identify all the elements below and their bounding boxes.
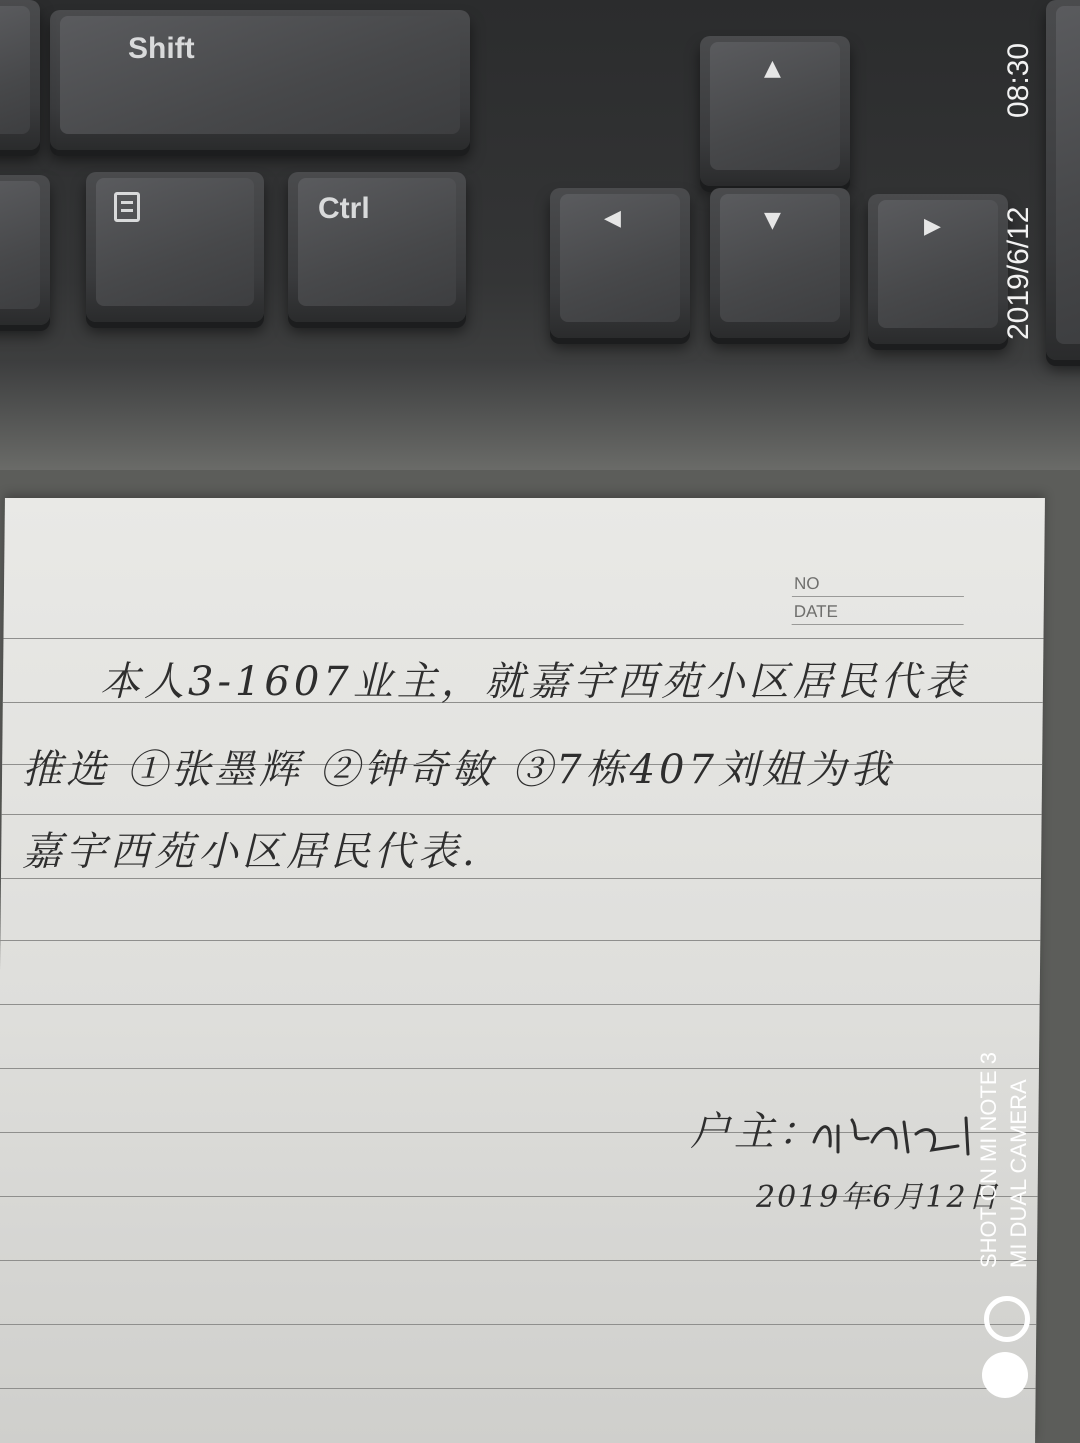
arrow-left-key bbox=[550, 188, 690, 338]
dual-camera-dot-icon bbox=[982, 1352, 1028, 1398]
menu-key-icon bbox=[114, 192, 140, 222]
ruled-line bbox=[0, 1324, 1036, 1325]
partial-left-keycap-bottom bbox=[0, 181, 40, 309]
letter-line-2: 推选 ①张墨辉 ②钟奇敏 ③7栋407刘姐为我 bbox=[22, 747, 894, 793]
arrow-down-icon: ▼ bbox=[764, 208, 781, 233]
no-label: NO bbox=[793, 574, 820, 593]
partial-left-keycap bbox=[0, 6, 30, 134]
dual-camera-ring-icon bbox=[984, 1296, 1030, 1342]
shot-on-line-2: MI DUAL CAMERA bbox=[1006, 1079, 1031, 1268]
date-underline bbox=[792, 624, 964, 625]
shift-key bbox=[50, 10, 470, 150]
ruled-line bbox=[0, 1388, 1036, 1389]
letter-line-3: 嘉宇西苑小区居民代表. bbox=[22, 829, 479, 875]
timestamp-time: 08:30 bbox=[1002, 42, 1035, 118]
partial-left-key bbox=[0, 0, 40, 150]
partial-left-key-bottom bbox=[0, 175, 50, 325]
shot-on-line-1: SHOT ON MI NOTE 3 bbox=[976, 1052, 1001, 1268]
letter-line-1: 本人3-1607业主，就嘉宇西苑小区居民代表 bbox=[100, 659, 969, 705]
partial-right-keycap bbox=[1056, 6, 1080, 344]
arrow-down-key bbox=[710, 188, 850, 338]
ctrl-key bbox=[288, 172, 466, 322]
ctrl-key-label: Ctrl bbox=[318, 192, 370, 225]
ruled-line bbox=[3, 638, 1043, 639]
ruled-line bbox=[1, 878, 1041, 879]
ruled-line bbox=[0, 1260, 1037, 1261]
ruled-line bbox=[0, 940, 1040, 941]
date-label: DATE bbox=[793, 602, 838, 621]
arrow-right-icon: ▶ bbox=[924, 214, 941, 239]
shift-key-label: Shift bbox=[128, 32, 195, 65]
owner-label: 户主： bbox=[690, 1109, 822, 1155]
arrow-left-icon: ◀ bbox=[604, 206, 621, 231]
ruled-line bbox=[0, 1068, 1039, 1069]
keyboard bbox=[0, 0, 1080, 470]
no-underline bbox=[792, 596, 964, 597]
timestamp-date: 2019/6/12 bbox=[1002, 206, 1035, 340]
ruled-line bbox=[2, 814, 1042, 815]
arrow-up-icon: ▲ bbox=[764, 56, 781, 81]
arrow-up-key bbox=[700, 36, 850, 186]
arrow-right-key bbox=[868, 194, 1008, 344]
letter-date: 2019年6月12日 bbox=[756, 1180, 1000, 1215]
notebook-page bbox=[0, 498, 1045, 1443]
ruled-line bbox=[0, 1004, 1040, 1005]
shift-keycap bbox=[60, 16, 460, 134]
partial-right-key bbox=[1046, 0, 1080, 360]
owner-signature bbox=[808, 1112, 978, 1158]
menu-key bbox=[86, 172, 264, 322]
keyboard-edge bbox=[0, 360, 1080, 470]
camera-watermark bbox=[974, 1052, 1034, 1268]
